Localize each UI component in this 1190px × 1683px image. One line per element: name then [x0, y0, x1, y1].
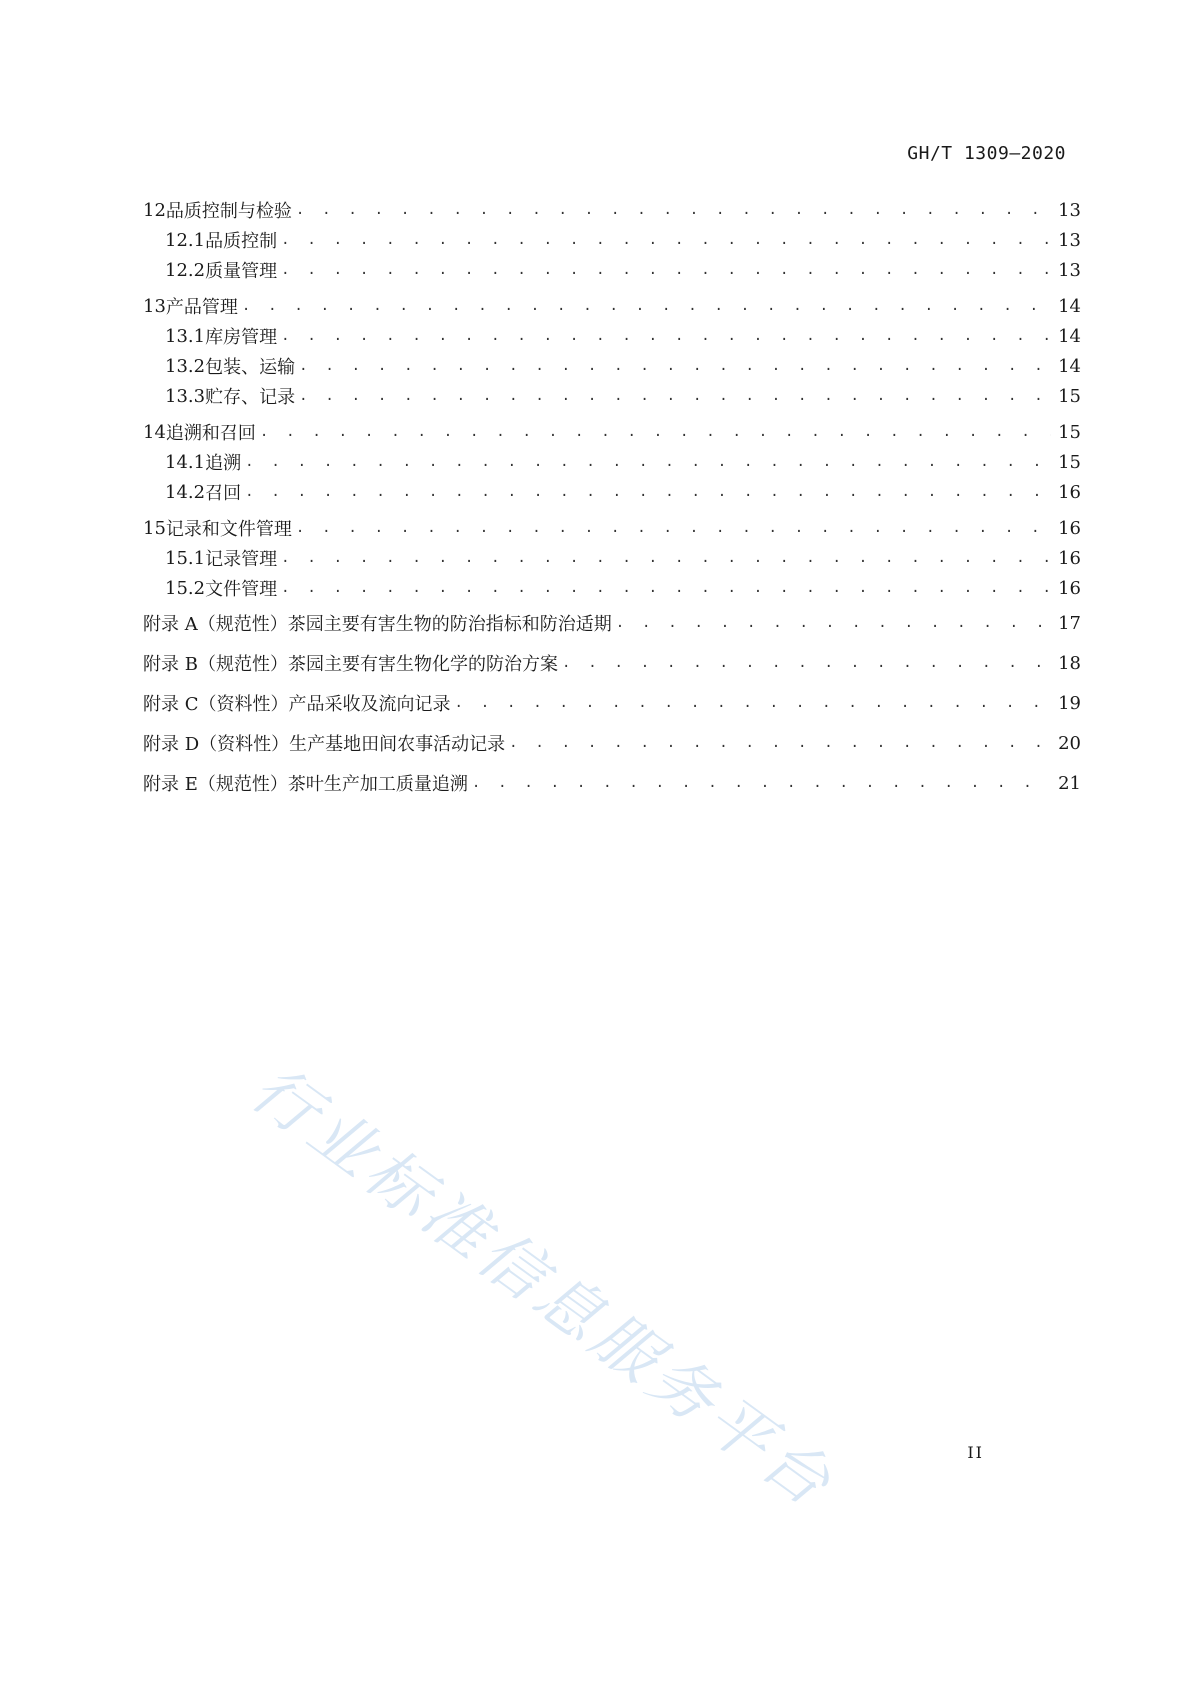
toc-dot-leader — [281, 550, 1051, 566]
toc-annex-label: 附录 E（规范性） — [143, 774, 288, 795]
toc-page-number: 13 — [1058, 199, 1081, 221]
toc-title: 生产基地田间农事活动记录 — [289, 734, 506, 755]
toc-section-number: 13.2 — [165, 355, 206, 377]
toc-entry[interactable] — [143, 447, 1081, 477]
toc-dot-leader — [242, 298, 1051, 314]
toc-title: 品质控制与检验 — [165, 201, 292, 222]
toc-annex-label: 附录 A（规范性） — [143, 614, 288, 635]
toc-entry[interactable] — [143, 351, 1081, 381]
toc-dot-leader — [299, 358, 1051, 374]
toc-title: 召回 — [205, 483, 242, 504]
toc-title: 质量管理 — [205, 261, 278, 282]
toc-title: 包装、运输 — [205, 357, 296, 378]
toc-dot-leader — [281, 580, 1051, 596]
toc-entry[interactable] — [143, 381, 1081, 411]
toc-entry[interactable] — [143, 643, 1081, 683]
watermark: 行业标准信息服务平台 — [237, 1052, 848, 1524]
toc-section-number: 12 — [143, 199, 166, 221]
toc-title: 文件管理 — [205, 579, 278, 600]
toc-annex-label: 附录 B（规范性） — [143, 654, 288, 675]
toc-entry[interactable] — [143, 195, 1081, 225]
toc-entry[interactable] — [143, 513, 1081, 543]
toc-title: 记录管理 — [205, 549, 278, 570]
toc-page-number: 19 — [1058, 692, 1081, 714]
toc-page-number: 16 — [1058, 517, 1081, 539]
toc-title: 茶园主要有害生物的防治指标和防治适期 — [287, 614, 612, 635]
toc-page-number: 13 — [1058, 259, 1081, 281]
toc-page-number: 13 — [1058, 229, 1081, 251]
toc-entry[interactable] — [143, 573, 1081, 603]
toc-entry[interactable] — [143, 255, 1081, 285]
toc-section-number: 15 — [143, 517, 166, 539]
toc-page-number: 16 — [1058, 547, 1081, 569]
toc-section-number: 13.3 — [165, 385, 206, 407]
page-number: II — [967, 1443, 984, 1462]
toc-dot-leader — [245, 484, 1051, 500]
toc-dot-leader — [299, 388, 1051, 404]
toc-section-number: 13.1 — [165, 325, 206, 347]
toc-page-number: 15 — [1058, 451, 1081, 473]
toc-title: 记录和文件管理 — [165, 519, 292, 540]
toc-page-number: 20 — [1058, 732, 1081, 754]
toc-title: 产品采收及流向记录 — [288, 694, 451, 715]
toc-entry[interactable] — [143, 321, 1081, 351]
toc-title: 追溯和召回 — [165, 423, 256, 444]
toc-section-number: 13 — [143, 295, 166, 317]
toc-dot-leader — [245, 454, 1051, 470]
standard-code: GH/T 1309—2020 — [907, 143, 1066, 164]
toc-title: 追溯 — [205, 453, 242, 474]
toc-title: 品质控制 — [205, 231, 278, 252]
toc-page-number: 15 — [1058, 421, 1081, 443]
toc-page-number: 14 — [1058, 325, 1081, 347]
toc-section-number: 14 — [143, 421, 166, 443]
toc-section-number: 14.1 — [165, 451, 206, 473]
toc-title: 贮存、记录 — [205, 387, 296, 408]
toc-section-number: 12.1 — [165, 229, 206, 251]
toc-page-number: 16 — [1058, 577, 1081, 599]
toc-dot-leader — [562, 655, 1051, 671]
toc-annex-label: 附录 C（资料性） — [143, 694, 289, 715]
toc-title: 茶园主要有害生物化学的防治方案 — [287, 654, 558, 675]
toc-title: 库房管理 — [205, 327, 278, 348]
toc-dot-leader — [509, 735, 1051, 751]
toc-title: 茶叶生产加工质量追溯 — [287, 774, 468, 795]
toc-dot-leader — [260, 424, 1051, 440]
toc-dot-leader — [296, 520, 1051, 536]
toc-annex-label: 附录 D（资料性） — [143, 734, 290, 755]
table-of-contents — [143, 195, 1081, 803]
toc-dot-leader — [455, 695, 1052, 711]
toc-page-number: 18 — [1058, 652, 1081, 674]
toc-section-number: 14.2 — [165, 481, 206, 503]
toc-page-number: 14 — [1058, 355, 1081, 377]
toc-entry[interactable] — [143, 603, 1081, 643]
toc-dot-leader — [472, 775, 1051, 791]
toc-page-number: 21 — [1058, 772, 1081, 794]
toc-dot-leader — [616, 615, 1051, 631]
toc-entry[interactable] — [143, 763, 1081, 803]
toc-entry[interactable] — [143, 291, 1081, 321]
toc-entry[interactable] — [143, 543, 1081, 573]
toc-page-number: 14 — [1058, 295, 1081, 317]
toc-title: 产品管理 — [165, 297, 238, 318]
toc-dot-leader — [296, 202, 1051, 218]
toc-page-number: 16 — [1058, 481, 1081, 503]
toc-entry[interactable] — [143, 723, 1081, 763]
toc-page-number: 15 — [1058, 385, 1081, 407]
toc-entry[interactable] — [143, 417, 1081, 447]
toc-entry[interactable] — [143, 683, 1081, 723]
toc-entry[interactable] — [143, 477, 1081, 507]
toc-page-number: 17 — [1058, 612, 1081, 634]
toc-dot-leader — [281, 232, 1051, 248]
toc-dot-leader — [281, 262, 1051, 278]
toc-entry[interactable] — [143, 225, 1081, 255]
toc-section-number: 15.2 — [165, 577, 206, 599]
toc-section-number: 12.2 — [165, 259, 206, 281]
toc-dot-leader — [281, 328, 1051, 344]
toc-section-number: 15.1 — [165, 547, 206, 569]
